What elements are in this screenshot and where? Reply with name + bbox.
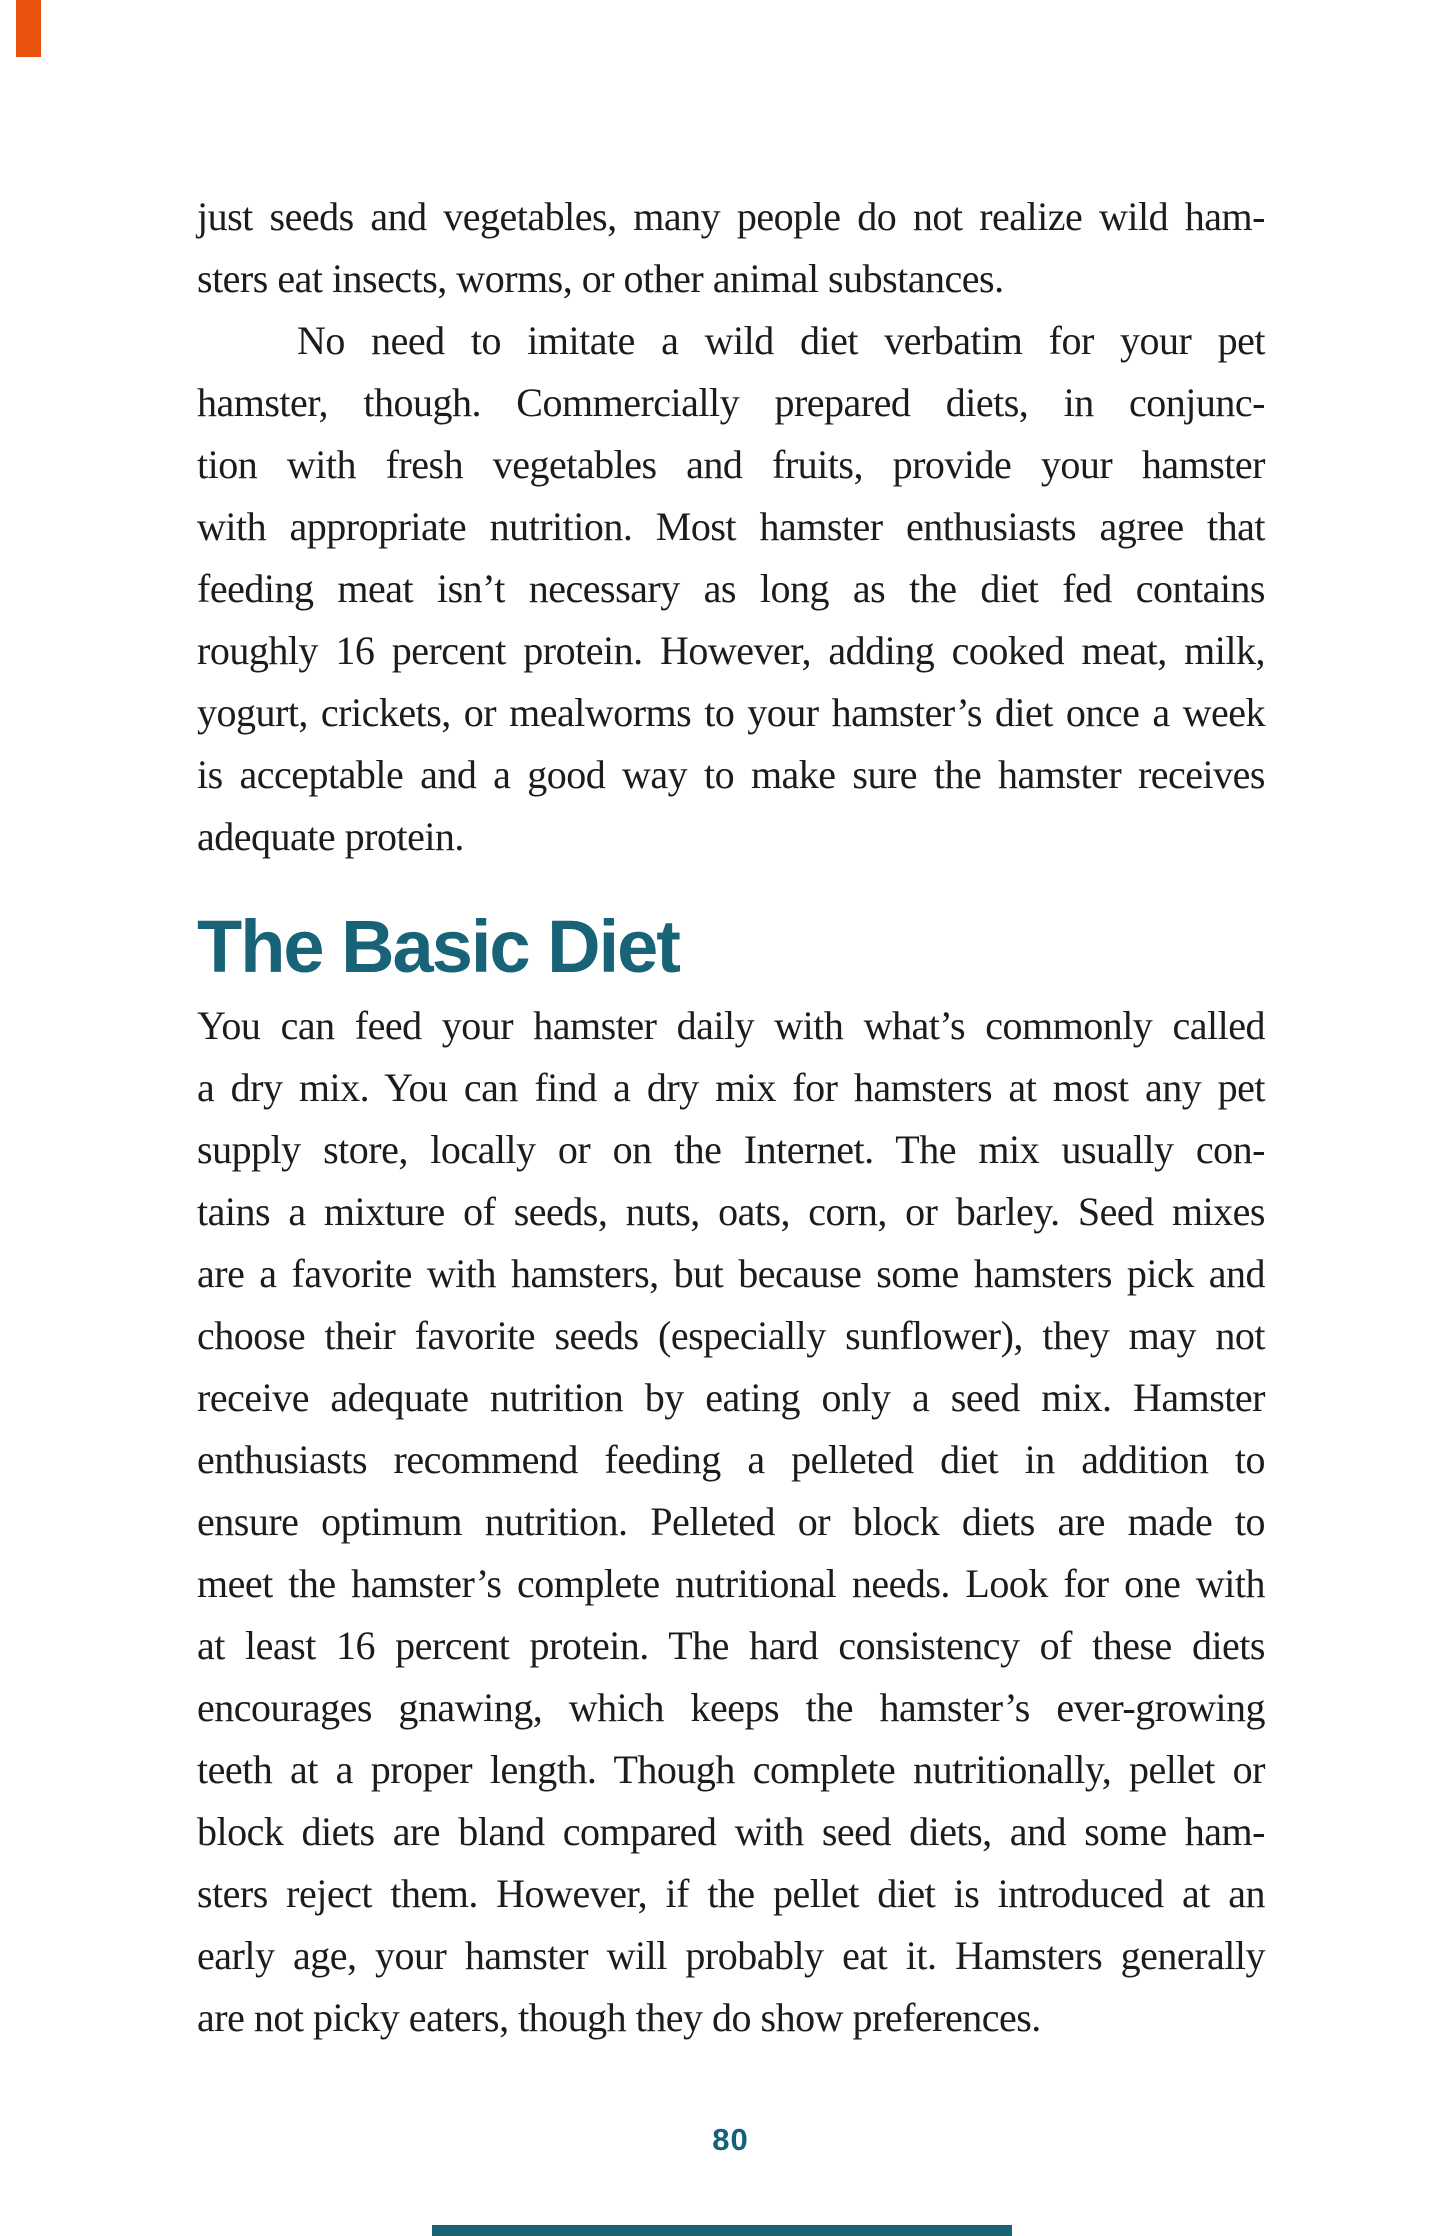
page-number: 80 <box>712 2122 749 2157</box>
text-line: yogurt, crickets, or mealworms to your hamster’s diet once a week <box>197 690 1265 735</box>
text-line: choose their favorite seeds (especially sunflower), they may not <box>197 1313 1265 1358</box>
text-line: supply store, locally or on the Internet. The mix usually con- <box>197 1127 1265 1172</box>
text-line: are not picky eaters, though they do show preferences. <box>197 1995 1041 2040</box>
text-line: a dry mix. You can find a dry mix for hamsters at most any pet <box>197 1065 1265 1110</box>
text-line: adequate protein. <box>197 814 464 859</box>
text-line: encourages gnawing, which keeps the hamster’s ever-growing <box>197 1685 1265 1730</box>
text-line: tion with fresh vegetables and fruits, provide your hamster <box>197 442 1265 487</box>
text-line: roughly 16 percent protein. However, adding cooked meat, milk, <box>197 628 1265 673</box>
text-line: receive adequate nutrition by eating only a seed mix. Hamster <box>197 1375 1265 1420</box>
text-line: sters reject them. However, if the pellet diet is introduced at an <box>197 1871 1265 1916</box>
paragraph <box>197 310 1265 868</box>
paragraph <box>197 186 1265 310</box>
text-line: is acceptable and a good way to make sure the hamster receives <box>197 752 1265 797</box>
text-line: early age, your hamster will probably eat it. Hamsters generally <box>197 1933 1265 1978</box>
text-line: hamster, though. Commercially prepared diets, in conjunc- <box>197 380 1265 425</box>
bottom-teal-rule <box>432 2225 1012 2236</box>
text-line: with appropriate nutrition. Most hamster enthusiasts agree that <box>197 504 1265 549</box>
text-line: sters eat insects, worms, or other animal substances. <box>197 256 1004 301</box>
text-line: feeding meat isn’t necessary as long as the diet fed contains <box>197 566 1265 611</box>
text-line: meet the hamster’s complete nutritional needs. Look for one with <box>197 1561 1265 1606</box>
body-text <box>197 186 1265 2049</box>
text-line: just seeds and vegetables, many people do not realize wild ham- <box>197 194 1265 239</box>
text-line: block diets are bland compared with seed diets, and some ham- <box>197 1809 1265 1854</box>
text-line: teeth at a proper length. Though complete nutritionally, pellet or <box>197 1747 1265 1792</box>
text-line: enthusiasts recommend feeding a pelleted diet in addition to <box>197 1437 1265 1482</box>
text-line: are a favorite with hamsters, but because some hamsters pick and <box>197 1251 1265 1296</box>
text-line: at least 16 percent protein. The hard consistency of these diets <box>197 1623 1265 1668</box>
text-line: tains a mixture of seeds, nuts, oats, corn, or barley. Seed mixes <box>197 1189 1265 1234</box>
text-line: You can feed your hamster daily with what’s commonly called <box>197 1003 1265 1048</box>
paragraph <box>197 995 1265 2049</box>
section-heading: The Basic Diet <box>197 905 679 988</box>
text-line: No need to imitate a wild diet verbatim for your pet <box>297 318 1265 363</box>
orange-edge-tab <box>16 0 41 57</box>
text-line: ensure optimum nutrition. Pelleted or block diets are made to <box>197 1499 1265 1544</box>
